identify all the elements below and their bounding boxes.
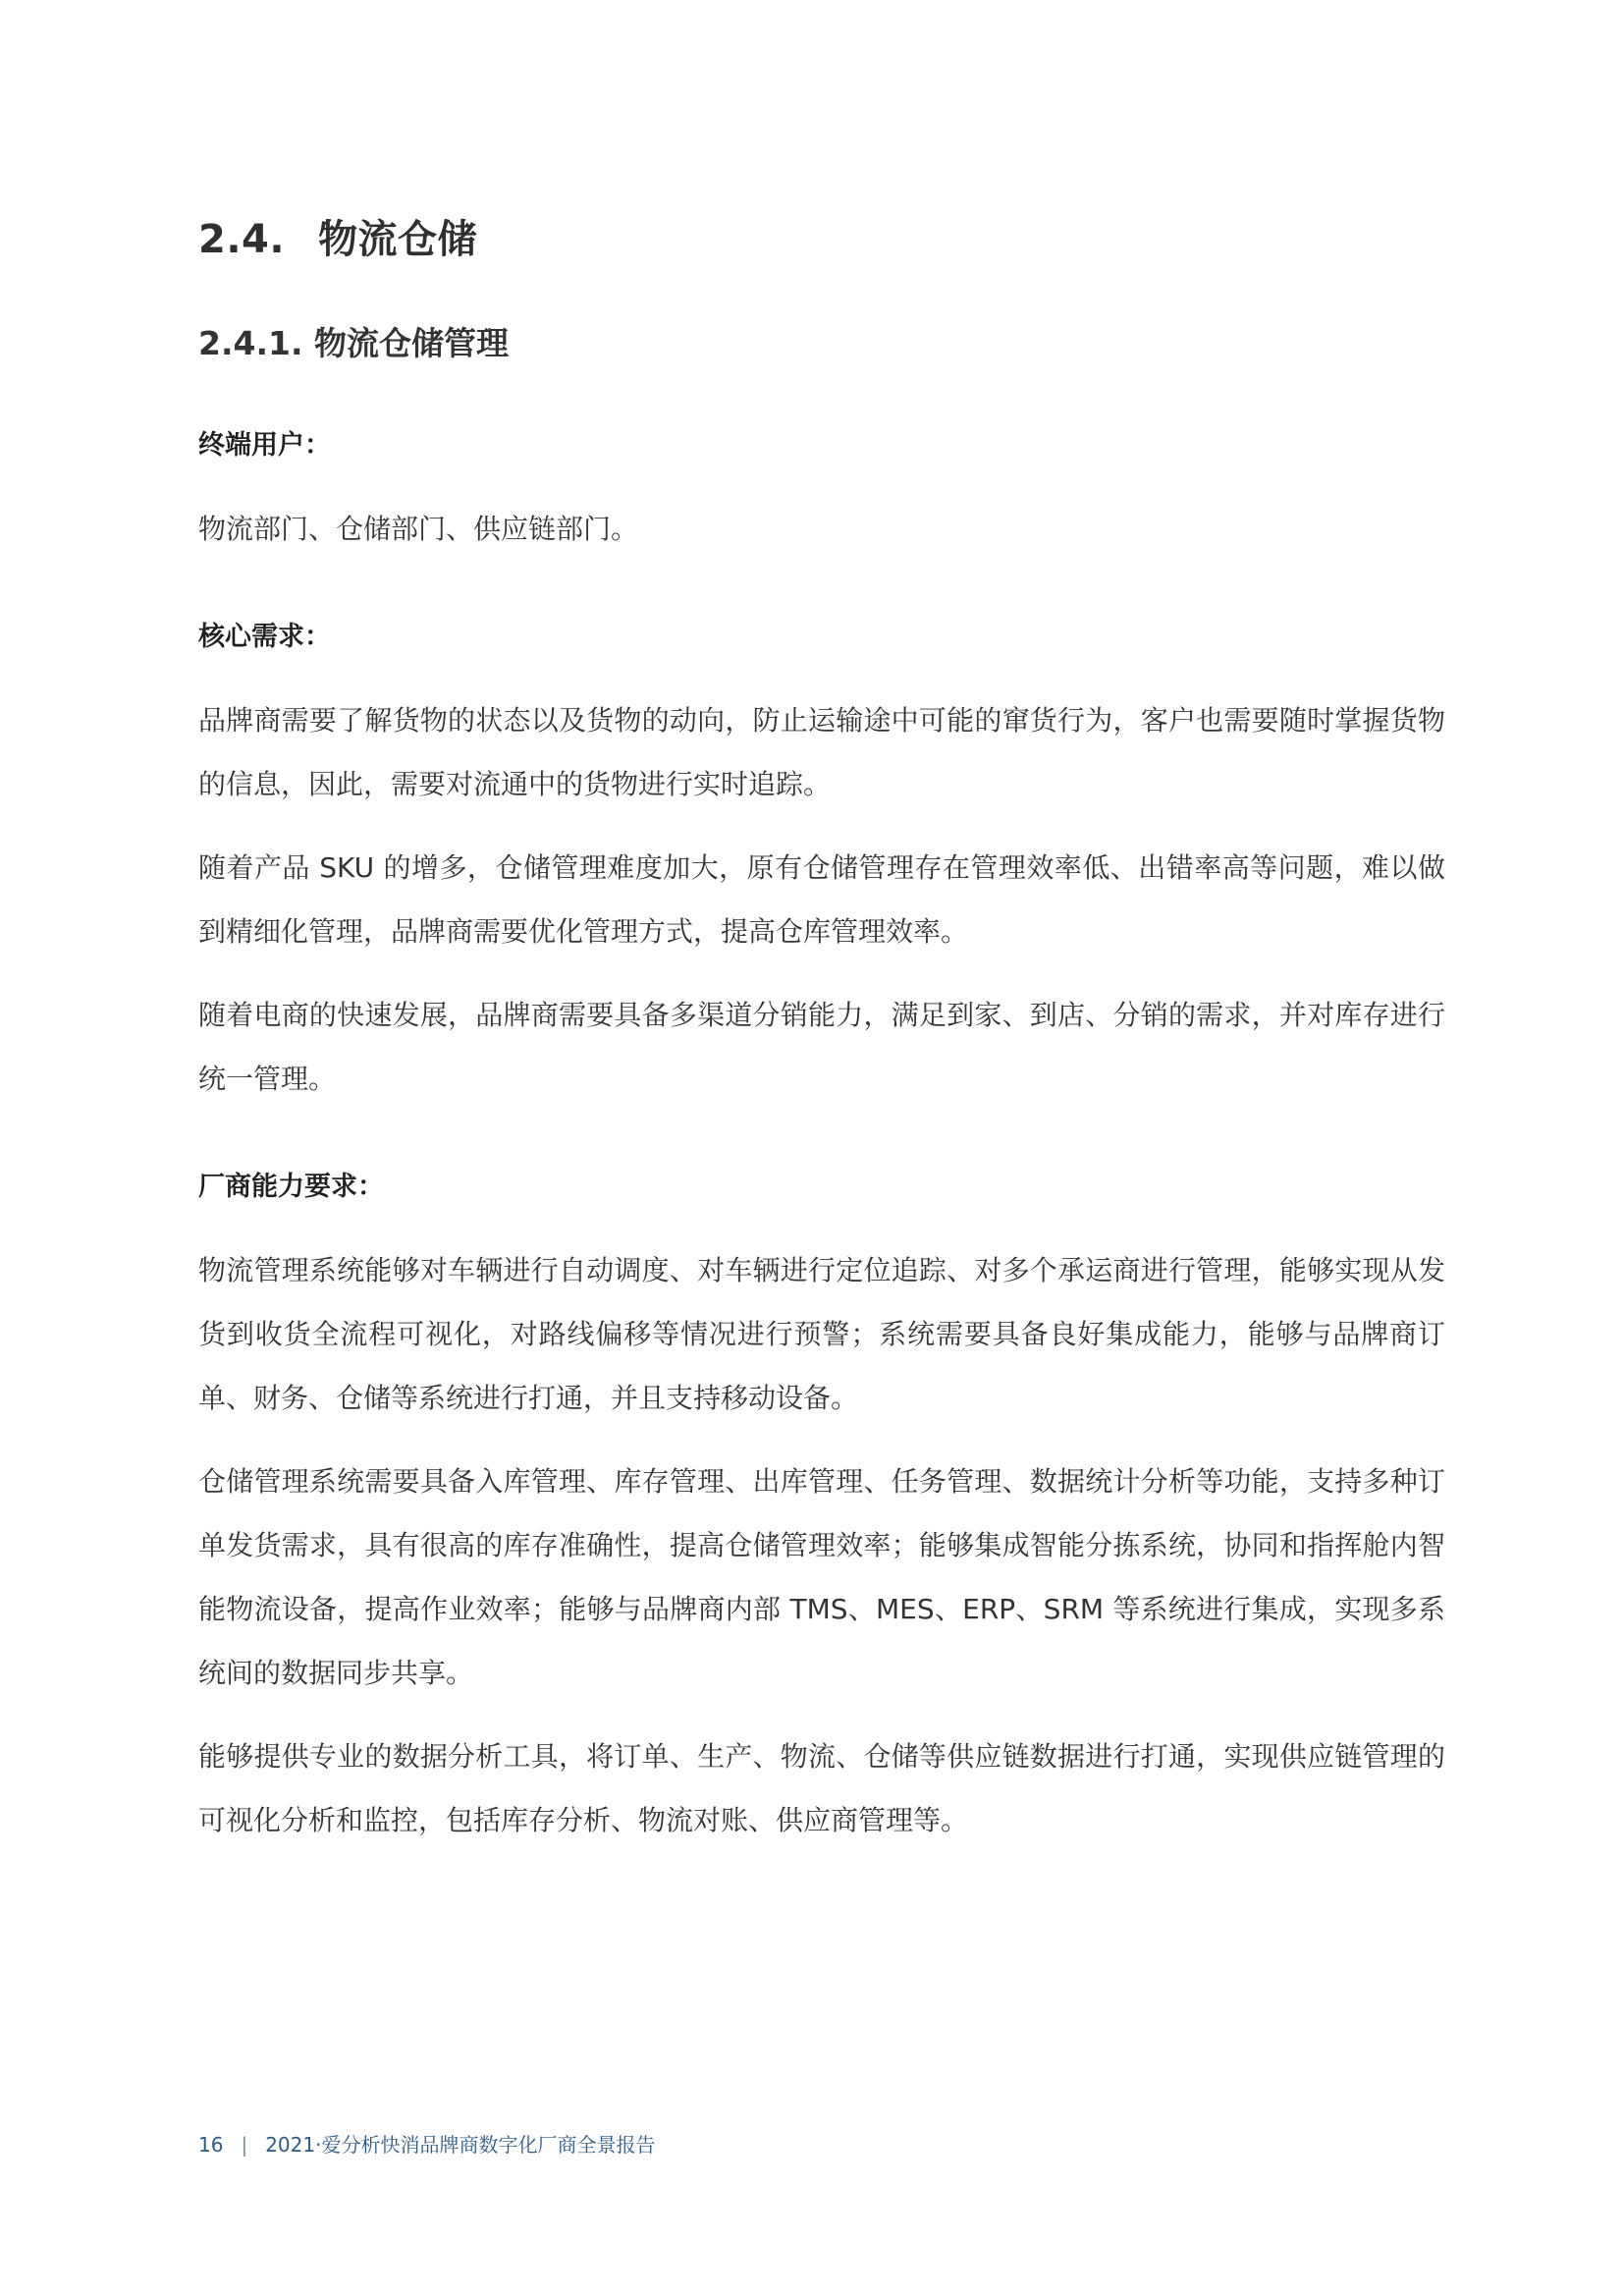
vendor-requirements-label: 厂商能力要求： (198, 1172, 384, 1202)
end-users-text: 物流部门、仓储部门、供应链部门。 (198, 513, 639, 545)
vendor-requirements-paragraph: 物流管理系统能够对车辆进行自动调度、对车辆进行定位追踪、对多个承运商进行管理，能够实现从发货到收货全流程可视化，对路线偏移等情况进行预警；系统需要具备良好集成能力，能够与品牌商订单、财务、仓储等系统进行打通，并且支持移动设备。 (198, 1254, 1445, 1414)
end-users-label: 终端用户： (198, 430, 331, 461)
section-heading (198, 208, 1445, 271)
vendor-requirements-paragraph: 仓储管理系统需要具备入库管理、库存管理、出库管理、任务管理、数据统计分析等功能，支持多种订单发货需求，具有很高的库存准确性，提高仓储管理效率；能够集成智能分拣系统，协同和指挥舱内智能物流设备，提高作业效率；能够与品牌商内部 TMS、MES、ERP、SRM 等系统进行集成，实现多系统间的数据同步共享。 (198, 1465, 1445, 1689)
vendor-requirements-paragraph: 能够提供专业的数据分析工具，将订单、生产、物流、仓储等供应链数据进行打通，实现供应链管理的可视化分析和监控，包括库存分析、物流对账、供应商管理等。 (198, 1740, 1445, 1836)
section-number: 2.4. (198, 217, 286, 262)
page-footer (198, 2129, 655, 2160)
report-title: 2021·爱分析快消品牌商数字化厂商全景报告 (265, 2133, 656, 2157)
footer-separator: | (241, 2133, 248, 2157)
core-needs-label: 核心需求： (198, 622, 331, 652)
core-needs-paragraph: 品牌商需要了解货物的状态以及货物的动向，防止运输途中可能的窜货行为，客户也需要随时掌握货物的信息，因此，需要对流通中的货物进行实时追踪。 (198, 704, 1445, 800)
section-title: 物流仓储 (318, 217, 478, 262)
main-content (198, 208, 1445, 1852)
core-needs-paragraph: 随着电商的快速发展，品牌商需要具备多渠道分销能力，满足到家、到店、分销的需求，并对库存进行统一管理。 (198, 999, 1445, 1095)
core-needs-paragraph: 随着产品 SKU 的增多，仓储管理难度加大，原有仓储管理存在管理效率低、出错率高等问题，难以做到精细化管理，品牌商需要优化管理方式，提高仓库管理效率。 (198, 851, 1445, 948)
subsection-heading: 2.4.1. 物流仓储管理 (198, 324, 509, 362)
page-number: 16 (198, 2133, 224, 2157)
